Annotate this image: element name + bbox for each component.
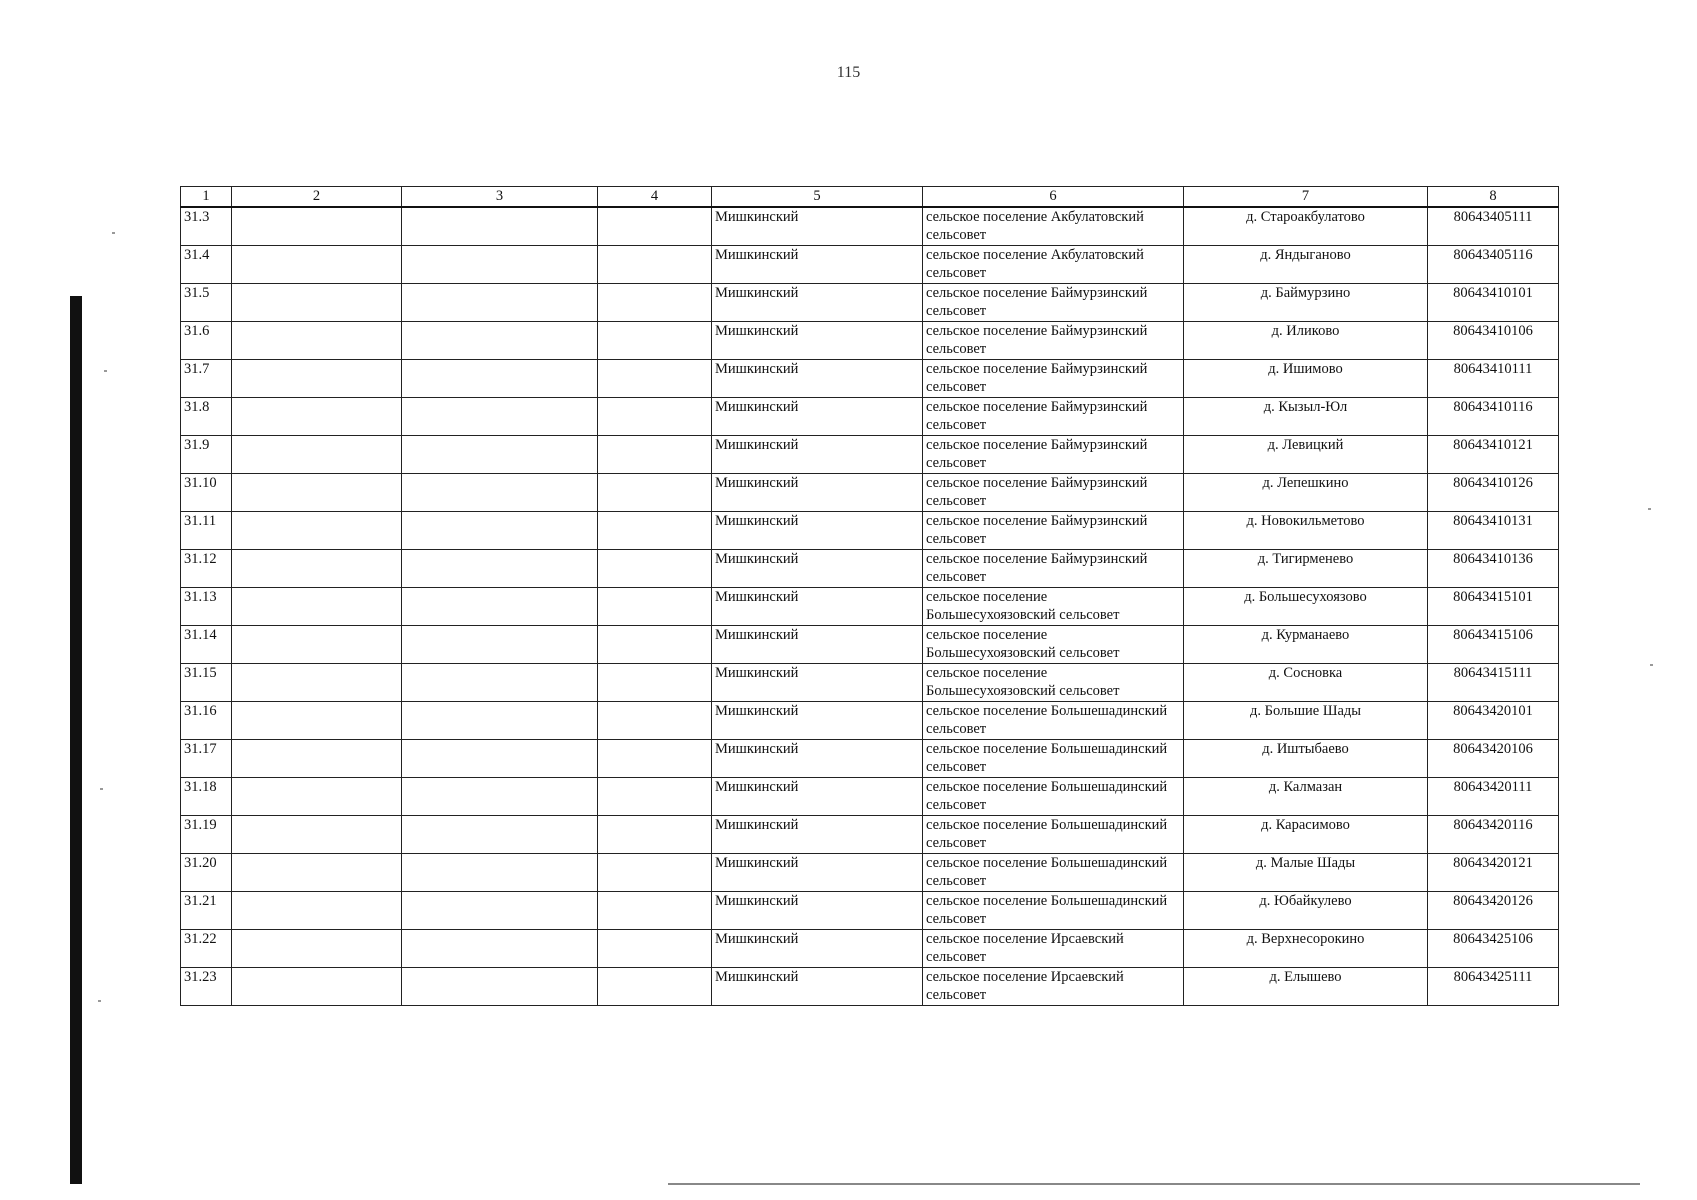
row-number-cell: 31.13	[181, 588, 232, 626]
oktmo-code-cell: 80643410101	[1428, 284, 1559, 322]
district-cell: Мишкинский	[712, 968, 923, 1006]
table-row	[181, 550, 1559, 588]
empty-cell	[598, 626, 712, 664]
empty-cell	[598, 588, 712, 626]
settlement-cell: сельское поселение Большешадинский сельсовет	[923, 854, 1184, 892]
empty-cell	[232, 930, 402, 968]
district-cell: Мишкинский	[712, 816, 923, 854]
scan-edge-bar	[70, 296, 82, 1184]
district-cell: Мишкинский	[712, 474, 923, 512]
district-cell: Мишкинский	[712, 892, 923, 930]
district-cell: Мишкинский	[712, 436, 923, 474]
settlement-cell: сельское поселение Баймурзинский сельсовет	[923, 360, 1184, 398]
empty-cell	[598, 968, 712, 1006]
table-row	[181, 854, 1559, 892]
scan-speck	[98, 1000, 101, 1002]
empty-cell	[598, 892, 712, 930]
table-row	[181, 930, 1559, 968]
table-row	[181, 664, 1559, 702]
empty-cell	[598, 398, 712, 436]
column-header: 5	[712, 187, 923, 208]
empty-cell	[402, 892, 598, 930]
locality-cell: д. Карасимово	[1184, 816, 1428, 854]
oktmo-code-cell: 80643410106	[1428, 322, 1559, 360]
locality-cell: д. Иштыбаево	[1184, 740, 1428, 778]
oktmo-code-cell: 80643420106	[1428, 740, 1559, 778]
locality-cell: д. Кызыл-Юл	[1184, 398, 1428, 436]
table-row	[181, 740, 1559, 778]
row-number-cell: 31.7	[181, 360, 232, 398]
row-number-cell: 31.15	[181, 664, 232, 702]
oktmo-code-cell: 80643420101	[1428, 702, 1559, 740]
empty-cell	[402, 588, 598, 626]
oktmo-code-cell: 80643415101	[1428, 588, 1559, 626]
column-header: 7	[1184, 187, 1428, 208]
settlement-cell: сельское поселение Баймурзинский сельсовет	[923, 512, 1184, 550]
row-number-cell: 31.20	[181, 854, 232, 892]
locality-cell: д. Яндыганово	[1184, 246, 1428, 284]
district-cell: Мишкинский	[712, 664, 923, 702]
settlement-cell: сельское поселение Ирсаевский сельсовет	[923, 930, 1184, 968]
table-row	[181, 246, 1559, 284]
locality-cell: д. Староакбулатово	[1184, 207, 1428, 246]
empty-cell	[232, 968, 402, 1006]
empty-cell	[402, 816, 598, 854]
locality-cell: д. Малые Шады	[1184, 854, 1428, 892]
empty-cell	[402, 284, 598, 322]
settlement-cell: сельское поселение Баймурзинский сельсовет	[923, 322, 1184, 360]
table-row	[181, 436, 1559, 474]
scan-speck	[100, 788, 103, 790]
empty-cell	[402, 778, 598, 816]
scan-speck	[112, 232, 115, 234]
empty-cell	[598, 474, 712, 512]
empty-cell	[598, 816, 712, 854]
empty-cell	[598, 246, 712, 284]
locality-cell: д. Курманаево	[1184, 626, 1428, 664]
district-cell: Мишкинский	[712, 702, 923, 740]
settlement-cell: сельское поселение Акбулатовский сельсовет	[923, 246, 1184, 284]
scan-bottom-line	[668, 1183, 1640, 1185]
column-header: 6	[923, 187, 1184, 208]
row-number-cell: 31.16	[181, 702, 232, 740]
row-number-cell: 31.22	[181, 930, 232, 968]
oktmo-code-cell: 80643410126	[1428, 474, 1559, 512]
column-header: 8	[1428, 187, 1559, 208]
registry-table	[180, 186, 1559, 1006]
district-cell: Мишкинский	[712, 588, 923, 626]
district-cell: Мишкинский	[712, 246, 923, 284]
empty-cell	[598, 360, 712, 398]
settlement-cell: сельское поселение Баймурзинский сельсовет	[923, 436, 1184, 474]
column-header: 3	[402, 187, 598, 208]
empty-cell	[402, 398, 598, 436]
empty-cell	[402, 664, 598, 702]
empty-cell	[232, 284, 402, 322]
empty-cell	[232, 588, 402, 626]
row-number-cell: 31.21	[181, 892, 232, 930]
table-row	[181, 778, 1559, 816]
settlement-cell: сельское поселение Большешадинский сельсовет	[923, 892, 1184, 930]
oktmo-code-cell: 80643410111	[1428, 360, 1559, 398]
empty-cell	[232, 854, 402, 892]
column-header: 2	[232, 187, 402, 208]
oktmo-code-cell: 80643405116	[1428, 246, 1559, 284]
settlement-cell: сельское поселение Большешадинский сельсовет	[923, 740, 1184, 778]
settlement-cell: сельское поселение Баймурзинский сельсовет	[923, 550, 1184, 588]
district-cell: Мишкинский	[712, 550, 923, 588]
row-number-cell: 31.14	[181, 626, 232, 664]
empty-cell	[598, 702, 712, 740]
district-cell: Мишкинский	[712, 778, 923, 816]
district-cell: Мишкинский	[712, 626, 923, 664]
district-cell: Мишкинский	[712, 322, 923, 360]
empty-cell	[598, 322, 712, 360]
row-number-cell: 31.10	[181, 474, 232, 512]
empty-cell	[232, 892, 402, 930]
row-number-cell: 31.3	[181, 207, 232, 246]
row-number-cell: 31.8	[181, 398, 232, 436]
settlement-cell: сельское поселение Большесухоязовский сельсовет	[923, 626, 1184, 664]
oktmo-code-cell: 80643410116	[1428, 398, 1559, 436]
empty-cell	[598, 550, 712, 588]
row-number-cell: 31.6	[181, 322, 232, 360]
settlement-cell: сельское поселение Большесухоязовский сельсовет	[923, 588, 1184, 626]
empty-cell	[232, 246, 402, 284]
empty-cell	[402, 436, 598, 474]
district-cell: Мишкинский	[712, 284, 923, 322]
oktmo-code-cell: 80643410121	[1428, 436, 1559, 474]
oktmo-code-cell: 80643415106	[1428, 626, 1559, 664]
locality-cell: д. Калмазан	[1184, 778, 1428, 816]
settlement-cell: сельское поселение Баймурзинский сельсовет	[923, 398, 1184, 436]
empty-cell	[402, 968, 598, 1006]
row-number-cell: 31.5	[181, 284, 232, 322]
table-row	[181, 626, 1559, 664]
empty-cell	[232, 207, 402, 246]
table-row	[181, 360, 1559, 398]
settlement-cell: сельское поселение Баймурзинский сельсовет	[923, 284, 1184, 322]
locality-cell: д. Новокильметово	[1184, 512, 1428, 550]
scan-speck	[1650, 664, 1653, 666]
empty-cell	[402, 474, 598, 512]
oktmo-code-cell: 80643405111	[1428, 207, 1559, 246]
row-number-cell: 31.4	[181, 246, 232, 284]
empty-cell	[402, 246, 598, 284]
empty-cell	[598, 436, 712, 474]
settlement-cell: сельское поселение Большешадинский сельсовет	[923, 778, 1184, 816]
table-row	[181, 702, 1559, 740]
row-number-cell: 31.9	[181, 436, 232, 474]
empty-cell	[232, 360, 402, 398]
locality-cell: д. Сосновка	[1184, 664, 1428, 702]
locality-cell: д. Иликово	[1184, 322, 1428, 360]
locality-cell: д. Баймурзино	[1184, 284, 1428, 322]
oktmo-code-cell: 80643420111	[1428, 778, 1559, 816]
row-number-cell: 31.19	[181, 816, 232, 854]
empty-cell	[232, 626, 402, 664]
locality-cell: д. Лепешкино	[1184, 474, 1428, 512]
row-number-cell: 31.12	[181, 550, 232, 588]
empty-cell	[232, 550, 402, 588]
oktmo-code-cell: 80643425111	[1428, 968, 1559, 1006]
empty-cell	[232, 816, 402, 854]
empty-cell	[598, 854, 712, 892]
empty-cell	[598, 778, 712, 816]
empty-cell	[598, 512, 712, 550]
locality-cell: д. Елышево	[1184, 968, 1428, 1006]
empty-cell	[402, 854, 598, 892]
settlement-cell: сельское поселение Ирсаевский сельсовет	[923, 968, 1184, 1006]
empty-cell	[232, 778, 402, 816]
oktmo-code-cell: 80643425106	[1428, 930, 1559, 968]
oktmo-code-cell: 80643410131	[1428, 512, 1559, 550]
table-row	[181, 322, 1559, 360]
district-cell: Мишкинский	[712, 740, 923, 778]
locality-cell: д. Ишимово	[1184, 360, 1428, 398]
empty-cell	[232, 664, 402, 702]
empty-cell	[402, 550, 598, 588]
district-cell: Мишкинский	[712, 930, 923, 968]
table-row	[181, 816, 1559, 854]
empty-cell	[232, 322, 402, 360]
settlement-cell: сельское поселение Большесухоязовский сельсовет	[923, 664, 1184, 702]
locality-cell: д. Верхнесорокино	[1184, 930, 1428, 968]
district-cell: Мишкинский	[712, 207, 923, 246]
empty-cell	[232, 398, 402, 436]
empty-cell	[402, 702, 598, 740]
page-number: 115	[836, 64, 861, 81]
oktmo-code-cell: 80643415111	[1428, 664, 1559, 702]
empty-cell	[232, 512, 402, 550]
settlement-cell: сельское поселение Акбулатовский сельсовет	[923, 207, 1184, 246]
table-row	[181, 284, 1559, 322]
table-row	[181, 588, 1559, 626]
settlement-cell: сельское поселение Большешадинский сельсовет	[923, 816, 1184, 854]
empty-cell	[598, 207, 712, 246]
table-row	[181, 968, 1559, 1006]
row-number-cell: 31.11	[181, 512, 232, 550]
empty-cell	[232, 474, 402, 512]
empty-cell	[402, 360, 598, 398]
oktmo-code-cell: 80643420116	[1428, 816, 1559, 854]
row-number-cell: 31.17	[181, 740, 232, 778]
locality-cell: д. Большесухоязово	[1184, 588, 1428, 626]
locality-cell: д. Юбайкулево	[1184, 892, 1428, 930]
empty-cell	[598, 284, 712, 322]
district-cell: Мишкинский	[712, 398, 923, 436]
empty-cell	[402, 930, 598, 968]
scan-speck	[104, 370, 107, 372]
empty-cell	[402, 322, 598, 360]
scan-speck	[1648, 508, 1651, 510]
locality-cell: д. Левицкий	[1184, 436, 1428, 474]
district-cell: Мишкинский	[712, 512, 923, 550]
oktmo-code-cell: 80643420121	[1428, 854, 1559, 892]
district-cell: Мишкинский	[712, 854, 923, 892]
column-header: 4	[598, 187, 712, 208]
locality-cell: д. Тигирменево	[1184, 550, 1428, 588]
empty-cell	[598, 930, 712, 968]
settlement-cell: сельское поселение Баймурзинский сельсовет	[923, 474, 1184, 512]
empty-cell	[598, 664, 712, 702]
table-header-row	[181, 187, 1559, 208]
table-body	[181, 207, 1559, 1006]
empty-cell	[232, 436, 402, 474]
column-header: 1	[181, 187, 232, 208]
empty-cell	[402, 207, 598, 246]
empty-cell	[402, 740, 598, 778]
table-row	[181, 892, 1559, 930]
empty-cell	[598, 740, 712, 778]
oktmo-code-cell: 80643410136	[1428, 550, 1559, 588]
oktmo-code-cell: 80643420126	[1428, 892, 1559, 930]
table-row	[181, 398, 1559, 436]
row-number-cell: 31.23	[181, 968, 232, 1006]
table-row	[181, 512, 1559, 550]
table-row	[181, 474, 1559, 512]
row-number-cell: 31.18	[181, 778, 232, 816]
empty-cell	[232, 702, 402, 740]
table-row	[181, 207, 1559, 246]
empty-cell	[232, 740, 402, 778]
locality-cell: д. Большие Шады	[1184, 702, 1428, 740]
district-cell: Мишкинский	[712, 360, 923, 398]
settlement-cell: сельское поселение Большешадинский сельсовет	[923, 702, 1184, 740]
empty-cell	[402, 626, 598, 664]
empty-cell	[402, 512, 598, 550]
